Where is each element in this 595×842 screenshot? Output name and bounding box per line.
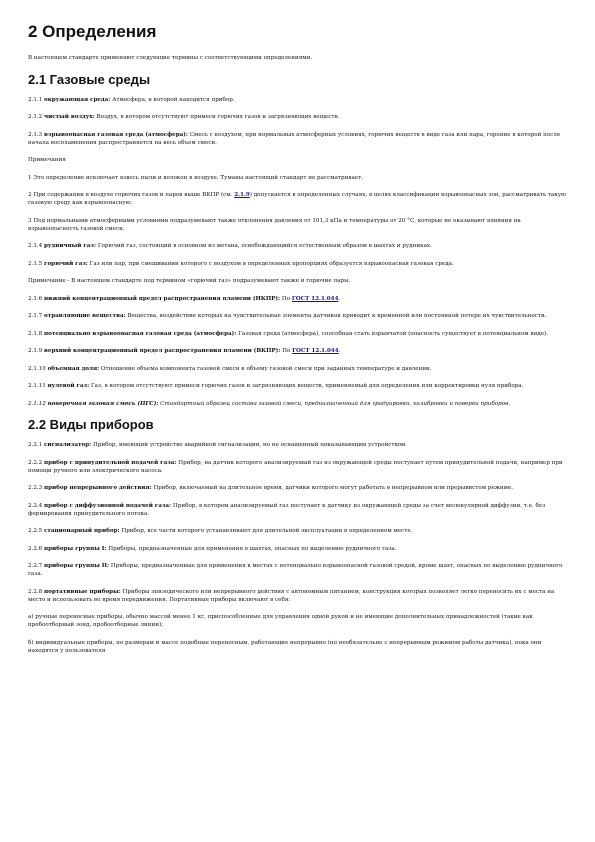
term: окружающая среда:	[44, 96, 111, 103]
definition-2-1-8: 2.1.8 потенциально взрывоопасная газовая среда (атмосфера): Газовая среда (атмосфера), способная стать взрывчатой (опасность существует в потенциальном виде).	[28, 330, 549, 337]
term: нулевой газ:	[47, 383, 90, 389]
definition-2-1-2: 2.1.2 чистый воздух: Воздух, в котором отсутствуют примеси горючих газов и загрязняющих веществ.	[28, 114, 340, 120]
definition-2-1-12: 2.1.12 поверочная газовая смесь (ПГС): Стандартный образец состава газовой смеси, предназначенный для градуировки, калибровки и поверки приборов.	[28, 400, 511, 407]
definition-2-1-6: 2.1.6 нижний концентрационный предел распространения пламени (НКПР): По ГОСТ 12.1.044.	[28, 295, 341, 302]
link-gost-12-1-044[interactable]: ГОСТ 12.1.044	[291, 295, 339, 302]
definition-2-2-2: 2.2.2 прибор с принудительной подачей газа: Прибор, на датчик которого анализируемый газ из окружающей среды поступает путем принудительной подачи, например при помощи ручного или электрического насоса.	[28, 459, 563, 474]
term: приборы группы II:	[44, 563, 110, 569]
section-heading-gas-media: 2.1 Газовые среды	[28, 71, 151, 87]
link-gost-12-1-044[interactable]: ГОСТ 12.1.044	[292, 348, 339, 354]
term: чистый воздух:	[44, 114, 95, 120]
sub-item-a: а) ручные переносные приборы, обычно массой менее 1 кг, приспособленные для управления одной рукой и не имеющие дополнительных принадлежностей (такие как пробоотборный зонд, пробоотборные линии);	[28, 614, 533, 628]
note-2: 2 При содержании в воздухе горючих газов и паров выше ВКПР (см. 2.1.9) допускается в определенных случаях, в целях классификации взрывоопасных зон, рассматривать такую газовую среду как взрывоопасную.	[28, 192, 566, 206]
term: прибор с принудительной подачей газа:	[44, 459, 177, 466]
definition-2-1-3: 2.1.3 взрывоопасная газовая среда (атмосфера): Смесь с воздухом, при нормальных атмосферных условиях, горючих веществ в виде газа или пара, горение в которой после начала воспламенения распространяется на весь объем смеси.	[28, 131, 561, 146]
link-2-1-9[interactable]: 2.1.9	[234, 192, 250, 198]
notes-title: Примечания	[28, 157, 66, 163]
term: потенциально взрывоопасная газовая среда (атмосфера):	[44, 330, 237, 337]
term: нижний концентрационный предел распространения пламени (НКПР):	[44, 295, 281, 302]
term: прибор с диффузионной подачей газа:	[44, 502, 172, 509]
definition-2-2-3: 2.2.3 прибор непрерывного действия: Прибор, включаемый на длительное время, датчики которого могут работать в непрерывном или прерывистом режиме.	[28, 485, 514, 491]
term: стационарный прибор:	[44, 528, 120, 534]
term: верхний концентрационный предел распространения пламени (ВКПР):	[44, 348, 281, 354]
note-3: 3 Под нормальными атмосферными условиями подразумевают также отклонения давления от 101,3 кПа и температуры от 20 °С, которые не оказывают влияния на взрывоопасность газовой смеси.	[28, 217, 521, 232]
term: поверочная газовая смесь (ПГС):	[47, 400, 159, 407]
definition-2-2-4: 2.2.4 прибор с диффузионной подачей газа: Прибор, в котором анализируемый газ поступает к датчику из окружающей среды за счет молекулярной диффузии, т.е. без формирования принудительного потока.	[28, 502, 546, 517]
definition-2-1-1: 2.1.1 окружающая среда: Атмосфера, в которой находится прибор.	[28, 96, 235, 103]
definition-2-2-7: 2.2.7 приборы группы II: Приборы, предназначенные для применения в местах с потенциально взрывоопасной газовой средой, кроме шахт, опасных по выделению рудничного газа.	[28, 563, 563, 577]
definition-2-2-1: 2.2.1 сигнализатор: Прибор, имеющий устройство аварийной сигнализации, но не оснащенный показывающим устройством.	[28, 442, 408, 448]
definition-2-1-4: 2.1.4 рудничный газ: Горючий газ, состоящий в основном из метана, освобождающийся естественным образом в шахтах и рудниках.	[28, 243, 432, 249]
term: портативные приборы:	[44, 588, 121, 595]
note-flammable-gas: Примечание - В настоящем стандарте под термином «горючий газ» подразумевают также и горючие пары.	[28, 278, 351, 284]
definition-2-2-6: 2.2.6 приборы группы I: Приборы, предназначенные для применения в шахтах, опасных по выделению рудничного газа.	[28, 545, 397, 552]
sub-item-b: б) индивидуальные приборы, по размерам и массе подобные переносным, работающие непрерывно (но необязательно с непрерывным режимом работы датчика), пока они находятся у пользователя	[28, 639, 542, 654]
term: приборы группы I:	[44, 545, 107, 552]
definition-2-1-11: 2.1.11 нулевой газ: Газ, в котором отсутствуют примеси горючих газов и загрязняющих веществ, применяемый для определения или корректировки нуля прибора.	[28, 383, 524, 389]
note-1: 1 Это определение исключает взвесь пыли и волокон в воздухе. Туманы настоящий стандарт не рассматривает.	[28, 174, 363, 181]
term: сигнализатор:	[44, 442, 92, 448]
term: отравляющие вещества:	[44, 313, 126, 319]
definition-2-1-10: 2.1.10 объемная доля: Отношение объема компонента газовой смеси к объему газовой смеси при заданных температуре и давлении.	[28, 365, 432, 372]
term: горючий газ:	[44, 260, 88, 267]
definition-2-1-5: 2.1.5 горючий газ: Газ или пар, при смешивании которого с воздухом в определенных пропорциях образуется взрывоопасная газовая среда.	[28, 260, 454, 267]
definition-2-1-9: 2.1.9 верхний концентрационный предел распространения пламени (ВКПР): По ГОСТ 12.1.044.	[28, 348, 341, 354]
term: рудничный газ:	[44, 243, 97, 249]
term: прибор непрерывного действия:	[44, 485, 152, 491]
definition-2-1-7: 2.1.7 отравляющие вещества: Вещества, воздействие которых на чувствительные элементы датчиков приводит к временной или постоянной потере их чувствительности.	[28, 313, 547, 319]
intro-paragraph: В настоящем стандарте применяют следующие термины с соответствующими определениями.	[28, 55, 313, 61]
definition-2-2-5: 2.2.5 стационарный прибор: Прибор, все части которого устанавливают для длительной эксплуатации в определенном месте.	[28, 528, 413, 534]
term: взрывоопасная газовая среда (атмосфера):	[44, 131, 188, 138]
definition-2-2-8: 2.2.8 портативные приборы: Приборы эпизодического или непрерывного действия с автономным питанием, конструкция которых позволяет легко переносить их с места на место и использовать во время передвижения. Портативные приборы включают в себя:	[28, 588, 555, 603]
term: объемная доля:	[47, 365, 100, 372]
page-title: 2 Определения	[28, 22, 157, 41]
section-heading-device-types: 2.2 Виды приборов	[28, 417, 154, 432]
